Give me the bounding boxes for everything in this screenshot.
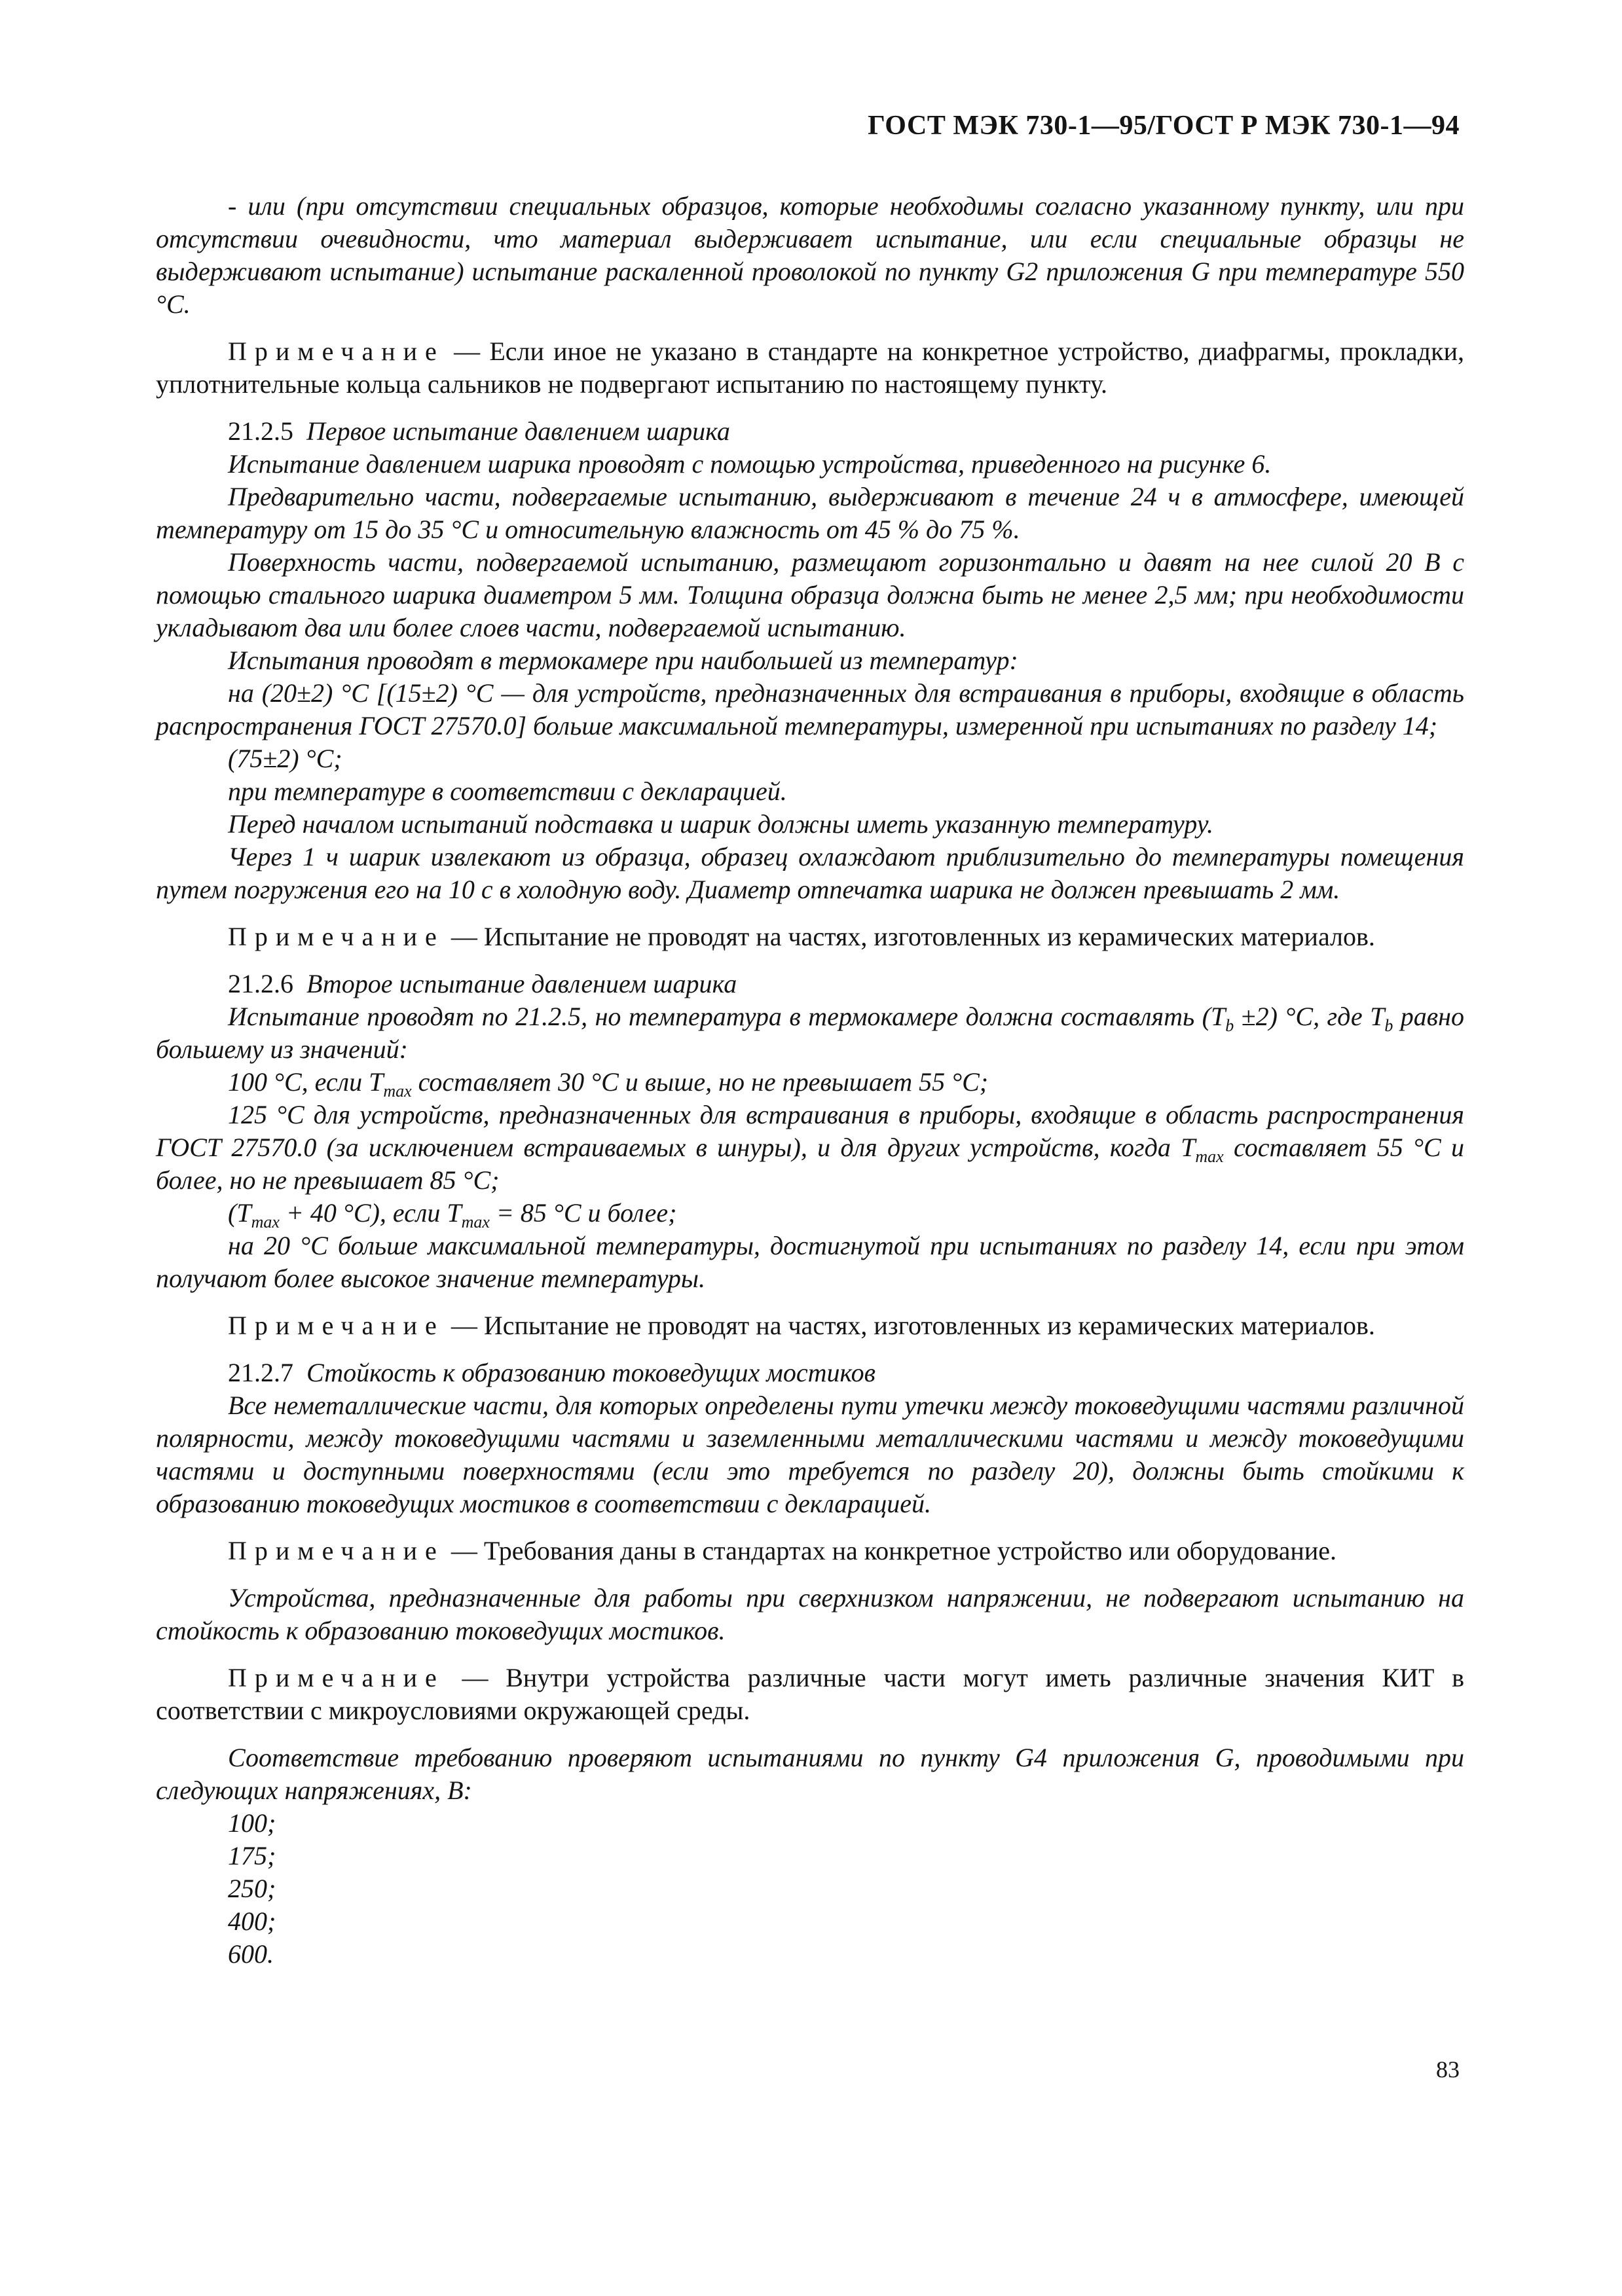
subscript: max xyxy=(251,1212,280,1231)
text-run: (T xyxy=(228,1198,251,1228)
section-title: Второе испытание давлением шарика xyxy=(306,969,737,998)
paragraph: Все неметаллические части, для которых определены пути утечки между токоведущими частями различной полярности, между токоведущими частями и заземленными металлическими частями и между токоведущими частями и доступными поверхностями (если это требуется по разделу 20), должны быть стойкими к образованию токоведущих мостиков в соответствии с декларацией. xyxy=(156,1391,1464,1518)
paragraph: Перед началом испытаний подставка и шарик должны иметь указанную температуру. xyxy=(228,809,1213,839)
list-item: (75±2) °С; xyxy=(228,744,342,773)
note-2 xyxy=(156,920,1464,953)
section-number: 21.2.7 xyxy=(228,1358,293,1387)
paragraph xyxy=(156,1197,1464,1230)
section-number: 21.2.6 xyxy=(228,969,293,998)
subscript: b xyxy=(1384,1016,1393,1035)
document-header: ГОСТ МЭК 730-1—95/ГОСТ Р МЭК 730-1—94 xyxy=(868,111,1460,141)
subscript: max xyxy=(461,1212,490,1231)
text-run: составляет 30 °С и выше, но не превышает 55 °С; xyxy=(411,1067,989,1097)
text-run: 125 °С для устройств, предназначенных для встраивания в приборы, входящие в область распространения ГОСТ 27570.0 (за исключением встраиваемых в шнуры), и для других устройств, когда T xyxy=(156,1100,1464,1162)
section-heading-21-2-6 xyxy=(156,968,1464,1000)
paragraph xyxy=(156,1000,1464,1066)
page-content xyxy=(156,190,1464,1971)
paragraph: Через 1 ч шарик извлекают из образца, образец охлаждают приблизительно до температуры помещения путем погружения его на 10 с в холодную воду. Диаметр отпечатка шарика не должен превышать 2 мм. xyxy=(156,842,1464,904)
section-number: 21.2.5 xyxy=(228,416,293,446)
text-run: составляет 55 °С и более, но не превышает 85 °С; xyxy=(156,1133,1465,1195)
voltage-item: 175; xyxy=(228,1841,276,1870)
note-text: — Требования даны в стандартах на конкретное устройство или оборудование. xyxy=(444,1536,1336,1565)
paragraph: Устройства, предназначенные для работы при сверхнизком напряжении, не подвергают испытанию на стойкость к образованию токоведущих мостиков. xyxy=(156,1583,1464,1645)
note-label: Примечание xyxy=(228,1536,445,1565)
note-text: — Если иное не указано в стандарте на конкретное устройство, диафрагмы, прокладки, уплотнительные кольца сальников не подвергают испытанию по настоящему пункту. xyxy=(156,337,1464,399)
text-run: равно большему из значений: xyxy=(156,1002,1464,1064)
text-run: 100 °С, если T xyxy=(228,1067,384,1097)
paragraph xyxy=(156,1099,1464,1197)
note-label: Примечание xyxy=(228,1663,445,1692)
note-text: — Внутри устройства различные части могут иметь различные значения КИТ в соответствии с микроусловиями окружающей среды. xyxy=(156,1663,1464,1725)
note-5 xyxy=(156,1662,1464,1727)
note-3 xyxy=(156,1309,1464,1342)
note-label: Примечание xyxy=(228,1311,445,1340)
paragraph: Предварительно части, подвергаемые испытанию, выдерживают в течение 24 ч в атмосфере, имеющей температуру от 15 до 35 °С и относительную влажность от 45 % до 75 %. xyxy=(156,482,1464,544)
voltage-item: 250; xyxy=(228,1874,276,1903)
paragraph: Соответствие требованию проверяют испытаниями по пункту G4 приложения G, проводимыми при следующих напряжениях, В: xyxy=(156,1743,1464,1805)
voltage-item: 600. xyxy=(228,1939,274,1969)
text-run: ±2) °С, где T xyxy=(1234,1002,1385,1031)
text-run: + 40 °С), если T xyxy=(279,1198,462,1228)
voltage-item: 400; xyxy=(228,1906,276,1936)
text-run: Испытание проводят по 21.2.5, но температура в термокамере должна составлять (T xyxy=(228,1002,1226,1031)
note-text: — Испытание не проводят на частях, изготовленных из керамических материалов. xyxy=(444,922,1375,951)
note-label: Примечание xyxy=(228,922,445,951)
note-1 xyxy=(156,335,1464,401)
section-heading-21-2-5 xyxy=(156,415,1464,448)
paragraph: Испытания проводят в термокамере при наибольшей из температур: xyxy=(228,646,1018,675)
paragraph xyxy=(156,1066,1464,1099)
note-label: Примечание xyxy=(228,337,445,366)
page-number: 83 xyxy=(1436,2056,1460,2083)
subscript: max xyxy=(383,1082,412,1101)
paragraph: Испытание давлением шарика проводят с помощью устройства, приведенного на рисунке 6. xyxy=(228,449,1272,479)
paragraph-intro: - или (при отсутствии специальных образцов, которые необходимы согласно указанному пункту, или при отсутствии очевидности, что материал выдерживает испытание, или если специальные образцы не выдерживают испытание) испытание раскаленной проволокой по пункту G2 приложения G при температуре 550 °С. xyxy=(156,191,1464,319)
subscript: b xyxy=(1225,1016,1234,1035)
paragraph: на 20 °С больше максимальной температуры, достигнутой при испытаниях по разделу 14, если при этом получают более высокое значение температуры. xyxy=(156,1231,1464,1293)
section-heading-21-2-7 xyxy=(156,1357,1464,1389)
paragraph: на (20±2) °С [(15±2) °С — для устройств, предназначенных для встраивания в приборы, входящие в область распространения ГОСТ 27570.0] больше максимальной температуры, измеренной при испытаниях по разделу 14; xyxy=(156,678,1464,740)
note-4 xyxy=(156,1535,1464,1567)
text-run: = 85 °С и более; xyxy=(489,1198,677,1228)
note-text: — Испытание не проводят на частях, изготовленных из керамических материалов. xyxy=(444,1311,1375,1340)
section-title: Первое испытание давлением шарика xyxy=(306,416,730,446)
paragraph: Поверхность части, подвергаемой испытанию, размещают горизонтально и давят на нее силой 20 В с помощью стального шарика диаметром 5 мм. Толщина образца должна быть не менее 2,5 мм; при необходимости укладывают два или более слоев части, подвергаемой испытанию. xyxy=(156,547,1464,642)
voltage-item: 100; xyxy=(228,1808,276,1838)
section-title: Стойкость к образованию токоведущих мостиков xyxy=(306,1358,876,1387)
list-item: при температуре в соответствии с декларацией. xyxy=(228,776,787,806)
subscript: max xyxy=(1195,1147,1224,1166)
